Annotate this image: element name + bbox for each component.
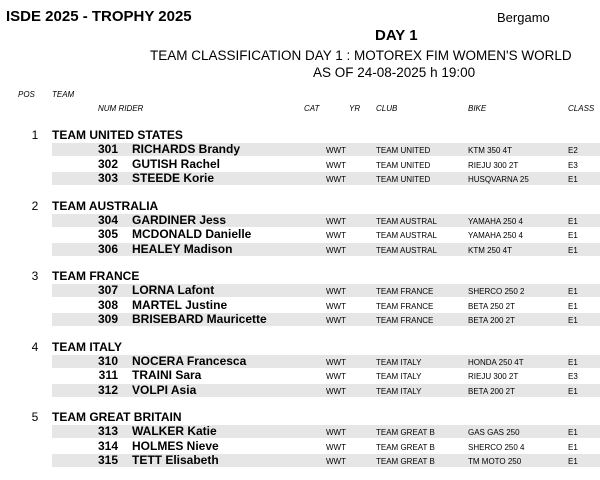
- rider-row: [52, 228, 600, 241]
- rider-row: [52, 425, 600, 438]
- rider-number: 312: [97, 382, 118, 397]
- rider-bike: HONDA 250 4T: [468, 357, 524, 367]
- team-name: TEAM GREAT BRITAIN: [52, 410, 182, 424]
- rider-club: TEAM AUSTRAL: [376, 231, 437, 240]
- rider-category: WWT: [326, 146, 346, 155]
- rider-club: TEAM ITALY: [376, 386, 422, 396]
- rider-name: STEEDE Korie: [132, 171, 215, 185]
- rider-name: WALKER Katie: [132, 424, 217, 438]
- rider-club: TEAM UNITED: [376, 160, 431, 170]
- team-name: TEAM AUSTRALIA: [52, 198, 159, 213]
- rider-club: TEAM AUSTRAL: [376, 216, 437, 226]
- rider-category: WWT: [326, 386, 346, 396]
- rider-name: MARTEL Justine: [132, 297, 228, 312]
- rider-category: WWT: [326, 357, 346, 367]
- column-header-num-rider: NUM RIDER: [98, 104, 144, 113]
- rider-class: E1: [568, 428, 578, 437]
- rider-club: TEAM UNITED: [376, 146, 431, 155]
- rider-name: GARDINER Jess: [132, 212, 227, 227]
- column-header-team: TEAM: [52, 90, 75, 99]
- team-name: TEAM FRANCE: [52, 269, 140, 283]
- rider-bike: YAMAHA 250 4: [468, 216, 523, 226]
- team-row: [0, 340, 600, 356]
- rider-number: 306: [97, 241, 118, 256]
- rider-row: [52, 299, 600, 312]
- rider-class: E2: [568, 146, 578, 155]
- rider-number: 311: [98, 368, 118, 382]
- rider-number: 302: [97, 156, 118, 171]
- rider-club: TEAM GREAT B: [376, 442, 435, 452]
- team-position: 3: [31, 269, 39, 283]
- rider-number: 309: [97, 312, 118, 326]
- rider-category: WWT: [326, 287, 346, 296]
- as-of-timestamp: AS OF 24-08-2025 h 19:00: [313, 65, 476, 80]
- rider-row: [52, 243, 600, 256]
- rider-number: 304: [97, 212, 118, 227]
- rider-row: [52, 454, 600, 467]
- team-position: 5: [31, 410, 39, 424]
- rider-category: WWT: [326, 175, 346, 184]
- rider-row: [52, 440, 600, 453]
- event-location: Bergamo: [497, 10, 550, 25]
- rider-bike: BETA 200 2T: [468, 386, 515, 396]
- rider-row: [52, 172, 600, 185]
- rider-number: 303: [97, 171, 118, 185]
- rider-club: TEAM GREAT B: [376, 457, 435, 466]
- team-row: [0, 269, 600, 285]
- rider-bike: RIEJU 300 2T: [468, 372, 519, 381]
- rider-club: TEAM FRANCE: [376, 316, 434, 325]
- team-name: TEAM UNITED STATES: [52, 128, 183, 142]
- rider-class: E3: [568, 160, 578, 170]
- rider-row: [52, 214, 600, 227]
- rider-club: TEAM ITALY: [376, 357, 422, 367]
- rider-row: [52, 158, 600, 171]
- rider-category: WWT: [326, 316, 346, 325]
- rider-class: E3: [568, 372, 578, 381]
- rider-bike: BETA 200 2T: [468, 316, 515, 325]
- day-heading: DAY 1: [375, 27, 418, 44]
- rider-name: BRISEBARD Mauricette: [132, 312, 267, 326]
- rider-class: E1: [568, 216, 578, 226]
- rider-row: [52, 313, 600, 326]
- rider-class: E1: [568, 245, 578, 255]
- rider-bike: KTM 250 4T: [468, 245, 513, 255]
- rider-class: E1: [568, 231, 578, 240]
- column-header-yr: YR: [349, 104, 361, 113]
- rider-name: GUTISH Rachel: [132, 156, 221, 171]
- rider-name: TETT Elisabeth: [132, 453, 219, 467]
- rider-number: 314: [97, 438, 118, 453]
- rider-row: [52, 284, 600, 297]
- rider-bike: KTM 350 4T: [468, 146, 513, 155]
- rider-category: WWT: [326, 372, 346, 381]
- rider-number: 315: [97, 453, 118, 467]
- rider-club: TEAM GREAT B: [376, 428, 435, 437]
- rider-class: E1: [568, 457, 578, 466]
- rider-row: [52, 355, 600, 368]
- rider-row: [52, 369, 600, 382]
- rider-class: E1: [568, 175, 578, 184]
- rider-category: WWT: [326, 301, 346, 311]
- rider-class: E1: [568, 442, 578, 452]
- rider-club: TEAM FRANCE: [376, 287, 434, 296]
- rider-number: 307: [97, 283, 118, 297]
- rider-name: MCDONALD Danielle: [132, 227, 252, 241]
- rider-bike: BETA 250 2T: [468, 301, 515, 311]
- rider-number: 308: [97, 297, 118, 312]
- team-name: TEAM ITALY: [52, 339, 123, 354]
- column-header-class: CLASS: [568, 104, 595, 113]
- team-position: 4: [31, 339, 39, 354]
- rider-number: 301: [97, 142, 118, 156]
- rider-club: TEAM ITALY: [376, 372, 422, 381]
- rider-bike: SHERCO 250 2: [468, 287, 525, 296]
- team-row: [0, 128, 600, 144]
- rider-bike: GAS GAS 250: [468, 428, 520, 437]
- rider-club: TEAM UNITED: [376, 175, 431, 184]
- rider-category: WWT: [326, 457, 346, 466]
- rider-category: WWT: [326, 428, 346, 437]
- column-header-club: CLUB: [376, 104, 398, 113]
- rider-category: WWT: [326, 245, 346, 255]
- rider-class: E1: [568, 301, 578, 311]
- report-title: ISDE 2025 - TROPHY 2025: [6, 8, 192, 25]
- rider-club: TEAM FRANCE: [376, 301, 434, 311]
- rider-number: 313: [97, 424, 118, 438]
- team-position: 1: [31, 128, 39, 142]
- team-row: [0, 410, 600, 426]
- rider-bike: TM MOTO 250: [468, 457, 522, 466]
- rider-club: TEAM AUSTRAL: [376, 245, 437, 255]
- rider-category: WWT: [326, 442, 346, 452]
- team-row: [0, 199, 600, 215]
- rider-bike: HUSQVARNA 25: [468, 175, 529, 184]
- rider-name: NOCERA Francesca: [132, 353, 247, 368]
- rider-name: HEALEY Madison: [132, 241, 233, 256]
- column-header-bike: BIKE: [468, 104, 487, 113]
- rider-name: LORNA Lafont: [132, 283, 215, 297]
- rider-category: WWT: [326, 231, 346, 240]
- rider-bike: RIEJU 300 2T: [468, 160, 519, 170]
- team-position: 2: [31, 198, 39, 213]
- rider-number: 305: [97, 227, 118, 241]
- rider-category: WWT: [326, 216, 346, 226]
- rider-name: RICHARDS Brandy: [132, 142, 241, 156]
- rider-category: WWT: [326, 160, 346, 170]
- rider-class: E1: [568, 316, 578, 325]
- rider-name: HOLMES Nieve: [132, 438, 219, 453]
- rider-class: E1: [568, 357, 578, 367]
- rider-name: TRAINI Sara: [132, 368, 202, 382]
- rider-row: [52, 384, 600, 397]
- rider-name: VOLPI Asia: [132, 382, 197, 397]
- rider-class: E1: [568, 386, 578, 396]
- rider-bike: SHERCO 250 4: [468, 442, 525, 452]
- rider-class: E1: [568, 287, 578, 296]
- classification-subtitle: TEAM CLASSIFICATION DAY 1 : MOTOREX FIM WOMEN'S WORLD: [150, 48, 572, 63]
- rider-bike: YAMAHA 250 4: [468, 231, 523, 240]
- rider-number: 310: [97, 353, 118, 368]
- column-header-pos: POS: [18, 90, 35, 99]
- column-header-cat: CAT: [304, 104, 320, 113]
- rider-row: [52, 143, 600, 156]
